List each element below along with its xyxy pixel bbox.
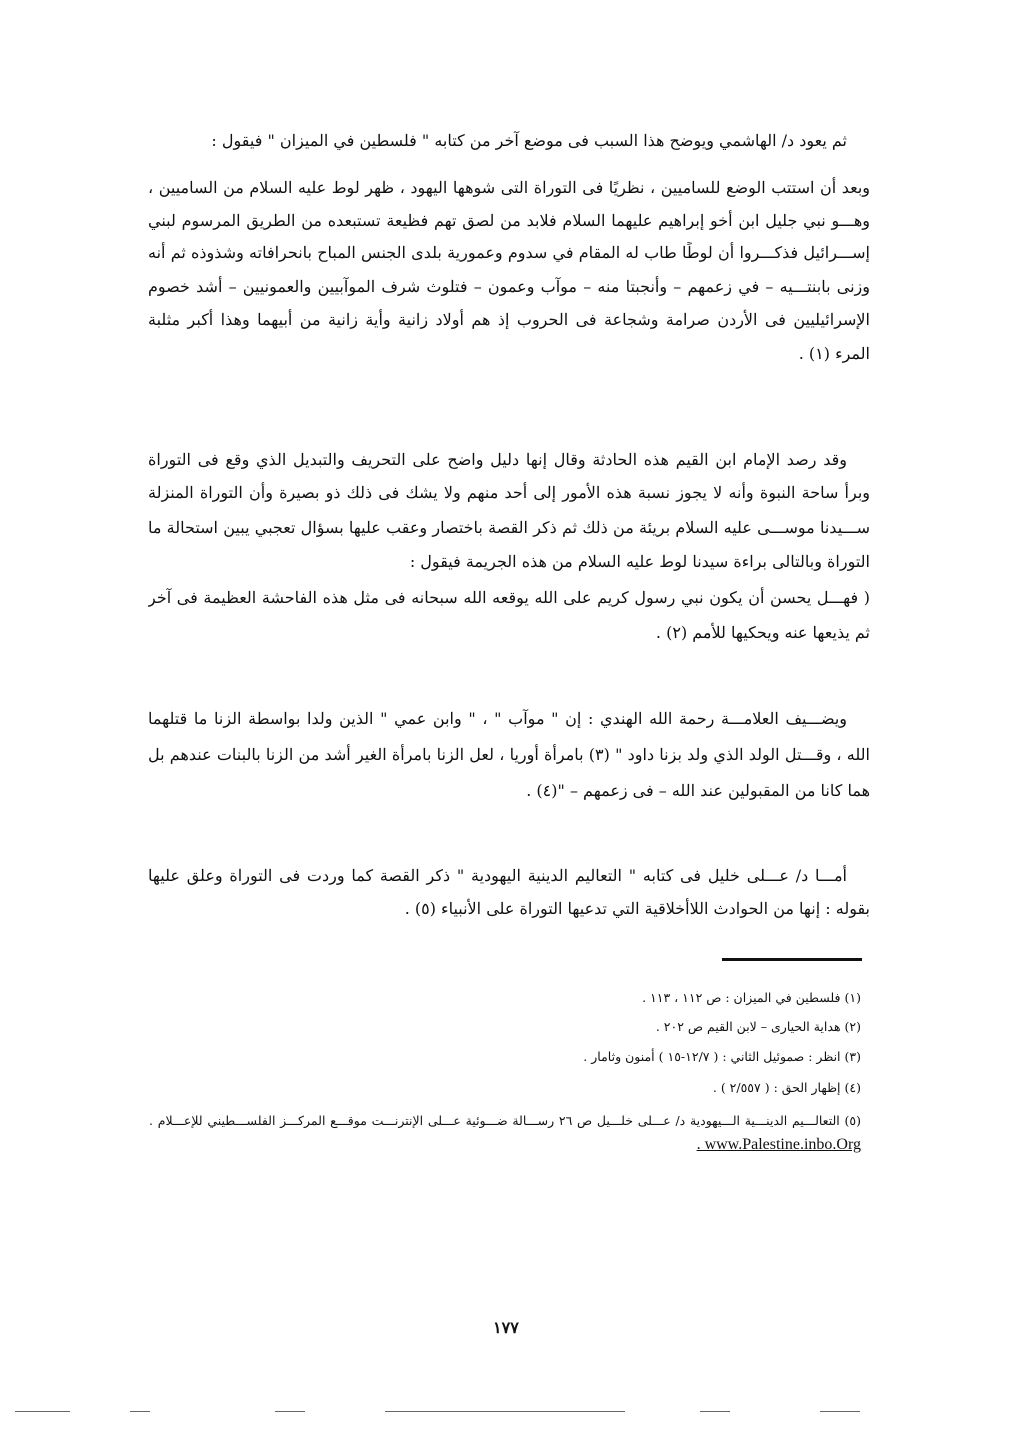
scan-edge-mark [275,1411,305,1412]
footnote-item: (٥) التعالـــيم الدينـــية الـــيهودية د/ عـــلى خلـــيل ص ٢٦ رســـالة ضـــوئية عـــلى الإنترنـــت موقـــع المركـــز الفلســـطيني للإعـــلام . [149,1113,861,1128]
paragraph-line: ويضـــيف العلامـــة رحمة الله الهندي : إن " موآب " ، " وابن عمي " الذين ولدا بواسطة الزنا ما قتلهما [148,709,847,728]
page-number: ١٧٧ [493,1318,519,1337]
paragraph-line: وبعد أن استتب الوضع للساميين ، نظريًا فى التوراة التى شوهها اليهود ، ظهر لوط عليه السلام من الساميين ، [148,178,870,197]
paragraph-line: هما كانا من المقبولين عند الله – فى زعمهم – "(٤) . [526,781,870,800]
paragraph-line: وقد رصد الإمام ابن القيم هذه الحادثة وقال إنها دليل واضح على التحريف والتبديل الذي وقع فى التوراة [148,450,847,469]
footnote-item: (٢) هداية الحيارى – لابن القيم ص ٢٠٢ . [655,1019,861,1034]
paragraph-line: بقوله : إنها من الحوادث اللاأخلاقية التي تدعيها التوراة على الأنبياء (٥) . [404,899,870,918]
paragraph-line: إســـرائيل فذكـــروا أن لوطًا طاب له المقام في سدوم وعمورية بلدى الجنس المباح بانحرافاته وشذوذه ثم أنه [148,243,870,262]
footnote-separator [722,958,862,961]
scan-edge-mark [15,1411,70,1412]
paragraph-line: ثم يعود د/ الهاشمي ويوضح هذا السبب فى موضع آخر من كتابه " فلسطين في الميزان " فيقول : [211,131,847,150]
paragraph-line: الله ، وقـــتل الولد الذي ولد بزنا داود " (٣) بامرأة أوريا ، لعل الزنا بامرأة الغير أشد من الزنا بالبنات عندهم بل [148,745,870,764]
paragraph-line: وزنى بابنتـــيه – في زعمهم – وأنجبتا منه – موآب وعمون – فتلوث شرف الموآبيين والعمونيين – أشد خصوم [148,277,870,296]
scan-edge-mark [130,1411,150,1412]
footnote-item: (٣) انظر : صموئيل الثاني : ( ١٢/٧-١٥ ) أمنون وثامار . [583,1049,861,1064]
paragraph-line: ( فهـــل يحسن أن يكون نبي رسول كريم على الله يوقعه الله سبحانه فى مثل هذه الفاحشة العظيمة فى آخر [148,588,870,607]
footnote-item: (٤) إظهار الحق : ( ٢/٥٥٧ ) . [712,1080,861,1095]
scan-edge-mark [385,1411,625,1412]
footnote-item: (١) فلسطين في الميزان : ص ١١٢ ، ١١٣ . [642,990,861,1005]
paragraph-line: ثم يذيعها عنه ويحكيها للأمم (٢) . [655,623,870,642]
paragraph-line: التوراة وبالتالى براءة سيدنا لوط عليه السلام من هذه الجريمة فيقول : [409,552,870,571]
paragraph-line: الإسرائيليين فى الأردن صرامة وشجاعة فى الحروب إذ هم أولاد زانية وأية زانية من أبيهما وهذا أكبر مثلبة [148,310,870,329]
scan-edge-mark [820,1411,860,1412]
paragraph-line: أمـــا د/ عـــلى خليل فى كتابه " التعاليم الدينية اليهودية " ذكر القصة كما وردت فى التوراة وعلق عليها [148,866,847,885]
scan-edge-mark [700,1411,730,1412]
paragraph-line: ســـيدنا موســـى عليه السلام بريئة من ذلك ثم ذكر القصة باختصار وعقب عليها بسؤال تعجبي يبين استحالة ما [148,518,870,537]
paragraph-line: وبرأ ساحة النبوة وأنه لا يجوز نسبة هذه الأمور إلى أحد منهم ولا يشك فى ذلك ذو بصيرة وأن التوراة المنزلة [148,483,870,502]
paragraph-line: المرء (١) . [798,344,870,363]
paragraph-line: وهـــو نبي جليل ابن أخو إبراهيم عليهما السلام فلابد من لصق تهم فظيعة تستبعده من الطريق المرسوم لبني [148,211,870,230]
footnote-url-link[interactable]: . www.Palestine.inbo.Org [696,1136,861,1153]
